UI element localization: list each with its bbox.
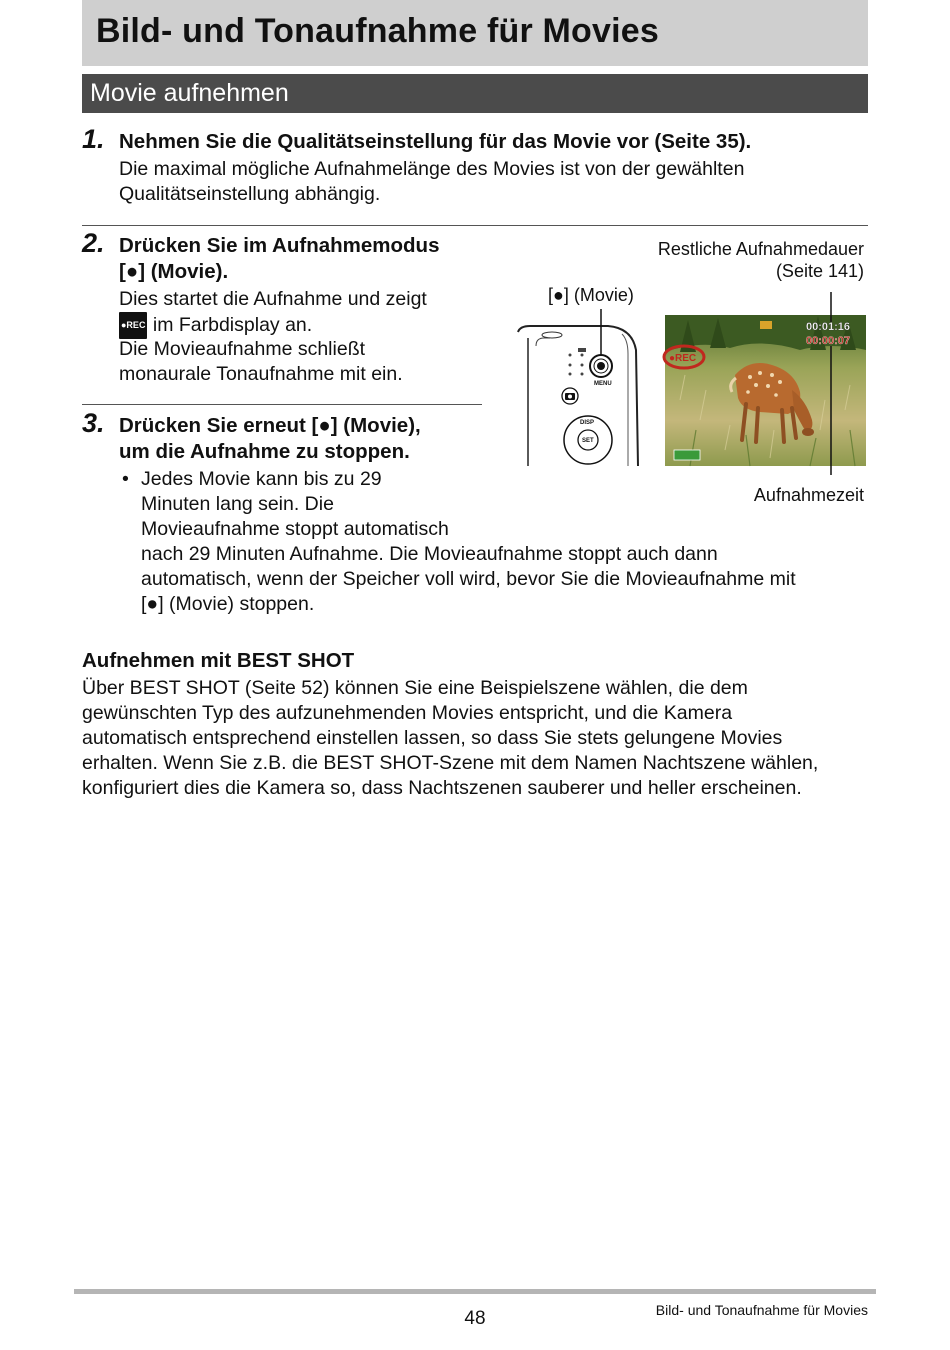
label-remaining-time-ref: (Seite 141) [775, 261, 864, 281]
step-2-body-line: Die Movieaufnahme schließt [119, 338, 366, 360]
quality-icon [760, 321, 772, 329]
step-2-body-line: Dies startet die Aufnahme und zeigt [119, 288, 427, 310]
best-shot-body-line: konfiguriert dies die Kamera so, dass Nachtszenen sauberer und heller erscheinen. [82, 777, 802, 799]
camera-mode-button-icon [562, 388, 578, 404]
best-shot-body-line: erhalten. Wenn Sie z.B. die BEST SHOT-Szene mit dem Namen Nachtszene wählen, [82, 752, 819, 774]
step-3-body-line: nach 29 Minuten Aufnahme. Die Movieaufnahme stoppt auch dann [141, 543, 718, 565]
step-2-number: 2. [82, 228, 105, 258]
step-1-body-line: Die maximal mögliche Aufnahmelänge des Movies ist von der gewählten [119, 158, 745, 180]
step-2-body-text: im Farbdisplay an. [152, 314, 313, 336]
screen-elapsed-time: 00:00:07 [806, 335, 851, 347]
screen-rec-label: ●REC [669, 353, 697, 364]
step-2-heading-line: Drücken Sie im Aufnahmemodus [119, 234, 440, 257]
movie-button-icon [590, 355, 612, 377]
battery-icon [674, 450, 700, 460]
best-shot-heading: Aufnehmen mit BEST SHOT [82, 649, 355, 672]
section-title: Movie aufnehmen [90, 79, 289, 107]
indicator-dots-icon [569, 348, 587, 376]
divider [82, 225, 868, 226]
step-3-body-line: Movieaufnahme stoppt automatisch [141, 518, 449, 540]
step-3-heading-line: um die Aufnahme zu stoppen. [119, 440, 410, 463]
step-2-heading-line: [●] (Movie). [119, 260, 229, 283]
step-3-number: 3. [82, 408, 105, 438]
footer-divider [74, 1289, 876, 1294]
best-shot-body-line: automatisch entsprechend einstellen lassen, so dass Sie stets gelungene Movies [82, 727, 783, 749]
screen-remaining-time: 00:01:16 [806, 321, 851, 333]
step-3-body-line: [●] (Movie) stoppen. [141, 593, 315, 615]
label-movie-button: [●] (Movie) [548, 285, 634, 305]
footer-chapter: Bild- und Tonaufnahme für Movies [655, 1302, 868, 1318]
label-recording-time: Aufnahmezeit [753, 485, 864, 505]
camera-illustration [510, 280, 870, 475]
best-shot-body-line: Über BEST SHOT (Seite 52) können Sie eine Beispielszene wählen, die dem [82, 677, 748, 699]
disp-label: DISP [580, 420, 595, 426]
label-remaining-time: Restliche Aufnahmedauer [657, 239, 864, 259]
step-2-body-line [119, 312, 312, 339]
bullet-icon: • [122, 468, 129, 490]
step-1-number: 1. [82, 124, 105, 154]
step-3-body-line: Minuten lang sein. Die [141, 493, 334, 515]
page-title-bar [82, 0, 868, 66]
step-1-body-line: Qualitätseinstellung abhängig. [119, 183, 381, 205]
page-title: Bild- und Tonaufnahme für Movies [96, 12, 659, 50]
screen-preview [664, 315, 866, 466]
section-header [82, 74, 868, 113]
menu-label: MENU [594, 381, 612, 387]
step-1-heading: Nehmen Sie die Qualitätseinstellung für das Movie vor (Seite 35). [119, 130, 752, 153]
best-shot-body-line: gewünschten Typ des aufzunehmenden Movies entspricht, und die Kamera [82, 702, 733, 724]
step-3-body-line: automatisch, wenn der Speicher voll wird, bevor Sie die Movieaufnahme mit [141, 568, 796, 590]
divider [82, 404, 482, 405]
page-number: 48 [464, 1308, 486, 1329]
set-label: SET [582, 438, 594, 444]
step-3-body-line: Jedes Movie kann bis zu 29 [141, 468, 382, 490]
rec-badge-icon: ●REC [119, 312, 147, 339]
step-3-heading-line: Drücken Sie erneut [●] (Movie), [119, 414, 421, 437]
step-2-body-line: monaurale Tonaufnahme mit ein. [119, 363, 403, 385]
